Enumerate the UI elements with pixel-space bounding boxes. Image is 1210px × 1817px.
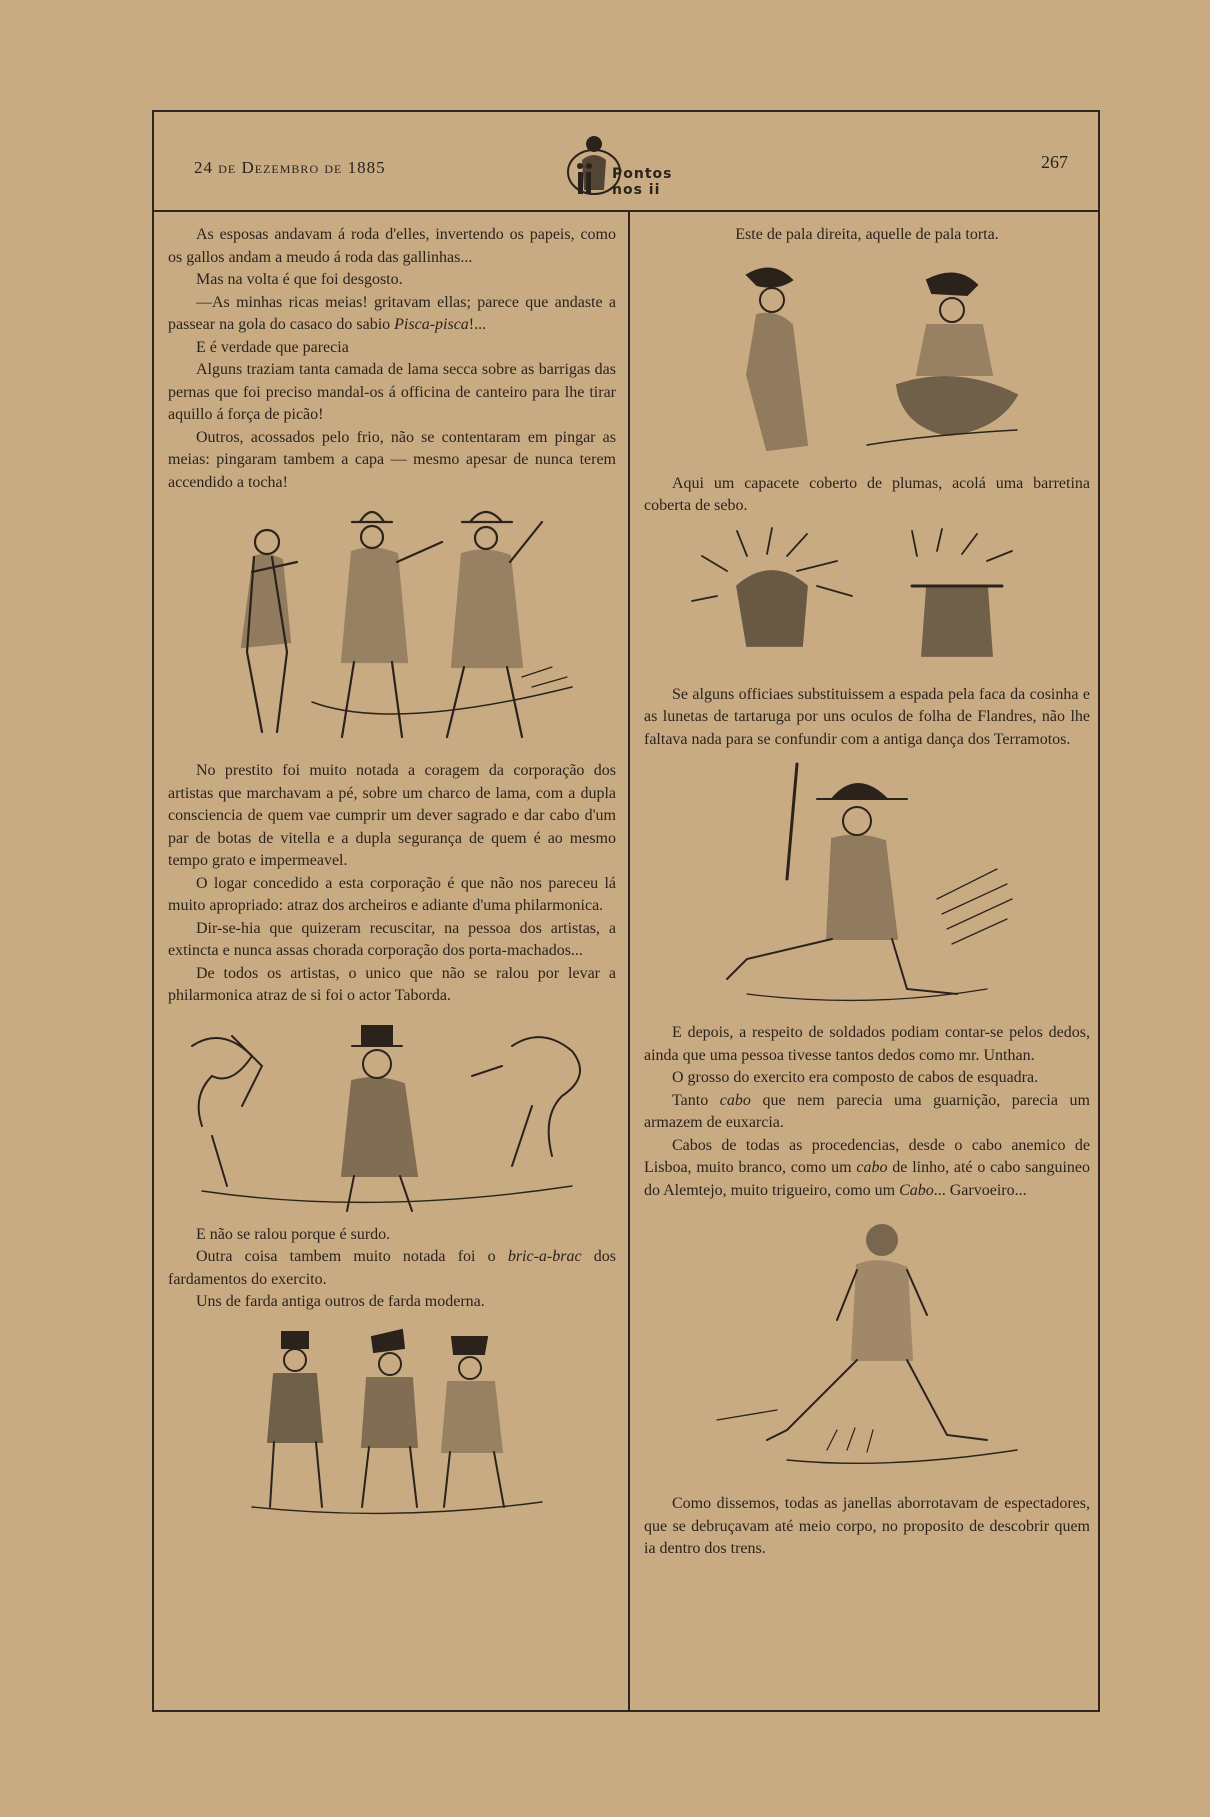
paragraph: Outra coisa tambem muito notada foi o bric-a-brac dos fardamentos do exercito. xyxy=(168,1248,616,1288)
paragraph: Cabos de todas as procedencias, desde o cabo anemico de Lisboa, muito branco, como um cabo de linho, até o cabo sanguineo do Alemtejo, muito trigueiro, como um Cabo... Garvoeiro... xyxy=(644,1136,1090,1199)
illustration-two-caps xyxy=(697,255,1037,465)
date-year: 1885 xyxy=(347,158,386,177)
paragraph: Se alguns officiaes substituissem a espada pela faca da cosinha e as lunetas de tartaruga por uns oculos de folha de Flandres, não lhe faltava nada para se confundir com a antiga dança dos Terramotos. xyxy=(644,685,1090,748)
page-header xyxy=(154,112,1098,212)
masthead-logo xyxy=(564,130,704,204)
paragraph: Mas na volta é que foi desgosto. xyxy=(196,271,403,288)
paragraph: De todos os artistas, o unico que não se ralou por levar a philarmonica atraz de si foi o actor Taborda. xyxy=(168,964,616,1004)
illustration-striding-corporal xyxy=(687,1210,1047,1485)
paragraph: As esposas andavam á roda d'elles, invertendo os papeis, como os gallos andam a meudo á roda das gallinhas... xyxy=(168,226,616,266)
illustration-helmet-and-shako xyxy=(687,526,1047,676)
paragraph: Outros, acossados pelo frio, não se contentaram em pingar as meias: pingaram tambem a capa — mesmo apesar de nunca terem accendido a tocha! xyxy=(168,428,616,491)
paragraph: E não se ralou porque é surdo. xyxy=(196,1225,391,1243)
masthead-title: Pontos nos ii xyxy=(612,166,673,198)
paragraph: O grosso do exercito era composto de cabos de esquadra. xyxy=(672,1069,1039,1086)
illustration-running-officer xyxy=(707,759,1027,1014)
column-divider xyxy=(628,212,630,1712)
page-frame xyxy=(152,110,1100,1712)
date-text: de Dezembro de xyxy=(218,158,343,177)
paragraph: Tanto cabo que nem parecia uma guarnição, parecia um armazem de euxarcia. xyxy=(644,1091,1091,1131)
paragraph: O logar concedido a esta corporação é que não nos pareceu lá muito apropriado: atraz dos archeiros e adiante d'uma philarmonica. xyxy=(168,874,616,914)
illustration-three-men-walking xyxy=(192,502,592,752)
page-number: 267 xyxy=(1041,152,1068,172)
paragraph: Aqui um capacete coberto de plumas, acolá uma barretina coberta de sebo. xyxy=(644,474,1090,514)
paragraph: E é verdade que parecia xyxy=(196,338,349,356)
paragraph: Dir-se-hia que quizeram recuscitar, na pessoa dos artistas, a extincta e nunca assas chorada corporação dos porta-machados... xyxy=(168,919,616,959)
paragraph: Este de pala direita, aquelle de pala torta. xyxy=(735,226,999,243)
illustration-taborda-with-band xyxy=(172,1016,612,1216)
illustration-three-soldiers xyxy=(212,1322,572,1522)
right-column xyxy=(644,224,1090,1561)
paragraph: —As minhas ricas meias! gritavam ellas; parece que andaste a passear na gola do casaco do sabio Pisca-pisca!... xyxy=(168,293,616,333)
paragraph: Uns de farda antiga outros de farda moderna. xyxy=(196,1293,485,1310)
header-date xyxy=(194,158,386,178)
paragraph: E depois, a respeito de soldados podiam contar-se pelos dedos, ainda que uma pessoa tivesse tantos dedos como mr. Unthan. xyxy=(644,1024,1090,1064)
paragraph: Como dissemos, todas as janellas aborrotavam de espectadores, que se debruçavam até meio corpo, no proposito de descobrir quem ia dentro dos trens. xyxy=(644,1495,1090,1557)
left-column xyxy=(168,224,616,1530)
paragraph: No prestito foi muito notada a coragem da corporação dos artistas que marchavam a pé, sobre um charco de lama, com a dupla consciencia de quem vae cumprir um dever sagrado e dar cabo d'um par de botas de vitella e a dupla segurança de quem é ao mesmo tempo grato e impermeavel. xyxy=(168,762,616,869)
date-day: 24 xyxy=(194,158,213,177)
paragraph: Alguns traziam tanta camada de lama secca sobre as barrigas das pernas que foi preciso mandal-os á officina de canteiro para lhe tirar aquillo á força de picão! xyxy=(168,361,616,423)
